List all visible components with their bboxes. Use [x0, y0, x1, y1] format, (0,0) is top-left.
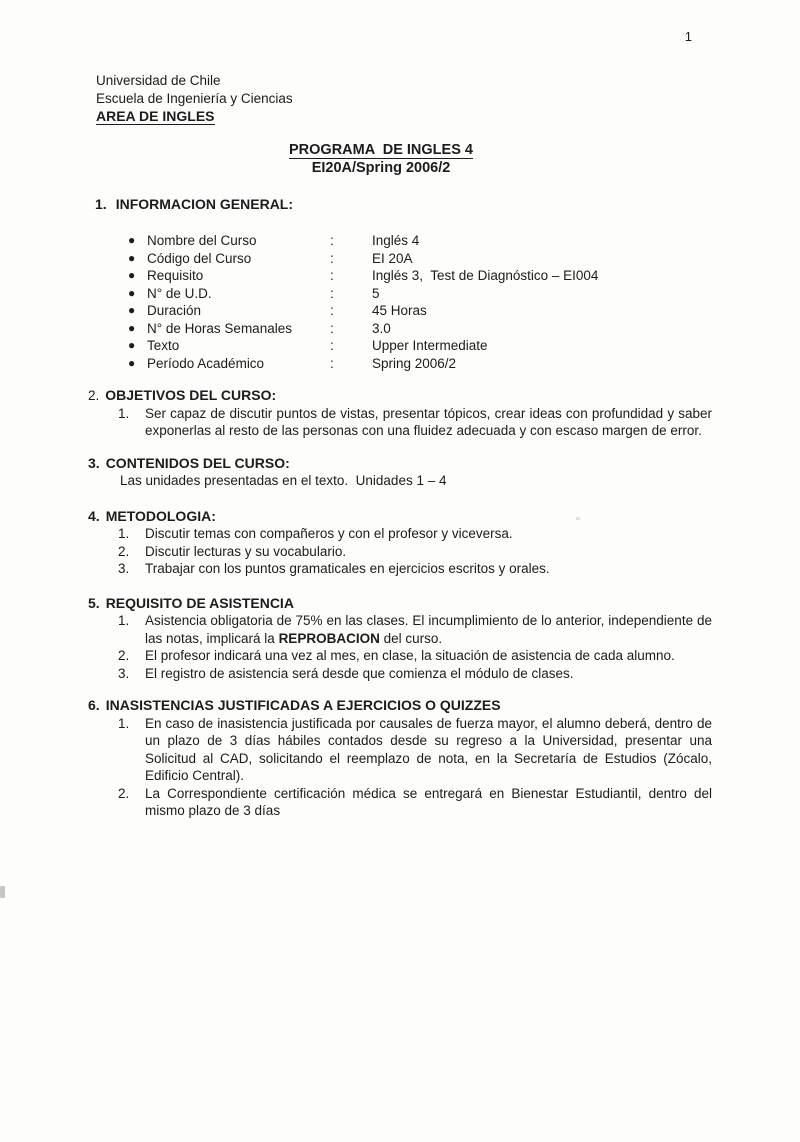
section-number: 6.	[88, 697, 100, 713]
section-number: 5.	[88, 594, 100, 611]
list-item	[88, 543, 714, 561]
info-label: N° de U.D.	[147, 285, 212, 301]
list-item-text	[145, 612, 712, 647]
info-label: Nombre del Curso	[147, 233, 257, 248]
list-item	[88, 785, 714, 820]
list-item	[88, 612, 714, 647]
info-label: Período Académico	[147, 355, 265, 371]
text-segment: del curso.	[379, 630, 443, 646]
info-separator: :	[330, 355, 334, 371]
info-row	[88, 285, 714, 303]
list-item-number: 2.	[118, 543, 130, 559]
section-metodologia	[88, 508, 714, 578]
document-body	[88, 196, 714, 820]
info-value: 5	[372, 285, 380, 301]
section-heading	[88, 508, 714, 526]
info-value: Upper Intermediate	[372, 338, 488, 353]
info-value: EI 20A	[372, 250, 413, 266]
scan-artifact	[0, 886, 5, 898]
info-row	[88, 302, 714, 320]
list-item-text: La Correspondiente certificación médica se entregará en Bienestar Estudiantil, dentro del mismo plazo de 3 días	[145, 785, 712, 818]
letterhead	[96, 0, 800, 126]
list-item-text: Trabajar con los puntos gramaticales en ejercicios escritos y orales.	[145, 561, 550, 576]
section-number: 4.	[88, 507, 100, 524]
info-label: Texto	[147, 338, 180, 353]
letterhead-university: Universidad de Chile	[96, 73, 221, 88]
text-segment: Asistencia obligatoria de 75% en las clases. El incumplimiento de lo anterior, independiente de las notas, implicará la	[145, 613, 712, 646]
section-contenidos	[88, 455, 714, 490]
title-block	[0, 141, 762, 178]
document-subtitle: EI20A/Spring 2006/2	[311, 160, 451, 176]
section-heading	[88, 455, 714, 473]
list-item-number: 3.	[118, 561, 130, 576]
list-item	[88, 715, 714, 785]
info-label: Requisito	[147, 268, 204, 283]
bullet-icon: ●	[128, 285, 136, 300]
info-value: 3.0	[372, 320, 391, 336]
section-number: 2.	[88, 388, 100, 403]
letterhead-department: AREA DE INGLES	[96, 108, 215, 124]
info-value: 45 Horas	[372, 303, 427, 318]
info-label: Duración	[147, 303, 202, 318]
section-heading	[88, 697, 714, 715]
section-title: CONTENIDOS DEL CURSO:	[105, 454, 290, 471]
list-item	[88, 560, 714, 578]
section-objetivos	[88, 387, 714, 440]
bullet-icon: ●	[128, 268, 136, 282]
list-item	[88, 665, 714, 683]
list-item-text: Discutir temas con compañeros y con el profesor y viceversa.	[145, 526, 513, 541]
list-item	[88, 647, 714, 665]
list-item-text: En caso de inasistencia justificada por causales de fuerza mayor, el alumno deberá, dentro de un plazo de 3 días hábiles contados desde su regreso a la Universidad, presentar una Solicitud al CAD, solicitando el reemplazo de nota, en la Secretaría de Estudios (Zócalo, Edificio Central).	[145, 715, 712, 783]
info-separator: :	[330, 285, 334, 301]
page-number: 1	[684, 29, 692, 44]
section-title: METODOLOGIA:	[105, 507, 216, 524]
info-value: Spring 2006/2	[372, 355, 457, 371]
document-title: PROGRAMA DE INGLES 4	[289, 141, 473, 158]
info-separator: :	[330, 303, 334, 318]
section-requisito-asistencia	[88, 595, 714, 683]
info-row	[88, 337, 714, 355]
info-value: Inglés 4	[372, 233, 420, 248]
list-item-text: Discutir lecturas y su vocabulario.	[145, 543, 347, 559]
info-separator: :	[330, 320, 334, 336]
bullet-icon: ●	[128, 233, 136, 247]
info-row	[88, 355, 714, 373]
list-item-number: 1.	[118, 613, 130, 628]
section-heading	[95, 196, 714, 214]
list-item-text: El profesor indicará una vez al mes, en clase, la situación de asistencia de cada alumno.	[145, 648, 675, 663]
info-separator: :	[330, 233, 334, 248]
section-heading	[88, 387, 714, 405]
list-item-number: 2.	[118, 648, 130, 663]
section-title: REQUISITO DE ASISTENCIA	[105, 594, 294, 611]
info-row	[88, 267, 714, 285]
list-item	[88, 525, 714, 543]
info-separator: :	[330, 338, 334, 353]
letterhead-school: Escuela de Ingeniería y Ciencias	[96, 90, 293, 106]
emphasized-text: REPROBACION	[278, 630, 380, 646]
list-item-number: 1.	[118, 715, 130, 731]
bullet-icon: ●	[128, 338, 136, 352]
list-item-number: 1.	[118, 405, 130, 421]
info-separator: :	[330, 268, 334, 283]
bullet-icon: ●	[128, 320, 136, 335]
list-item	[88, 405, 714, 440]
section-title: INASISTENCIAS JUSTIFICADAS A EJERCICIOS O QUIZZES	[105, 697, 501, 713]
list-item-text: Ser capaz de discutir puntos de vistas, presentar tópicos, crear ideas con profundidad y saber exponerlas al resto de las personas con una fluidez adecuada y con escaso margen de error.	[145, 405, 712, 438]
course-info-list	[88, 232, 714, 372]
section-informacion-general	[88, 196, 714, 373]
info-label: N° de Horas Semanales	[147, 320, 292, 336]
info-row	[88, 232, 714, 250]
info-row	[88, 320, 714, 338]
list-item-number: 2.	[118, 785, 130, 801]
bullet-icon: ●	[128, 303, 136, 317]
scan-artifact-dot	[576, 517, 580, 520]
section-heading	[88, 595, 714, 613]
list-item-number: 3.	[118, 665, 130, 681]
bullet-icon: ●	[128, 355, 136, 370]
section-inasistencias	[88, 697, 714, 820]
list-item-number: 1.	[118, 526, 130, 541]
info-row	[88, 250, 714, 268]
info-separator: :	[330, 250, 334, 266]
section-number: 3.	[88, 454, 100, 471]
section-title: INFORMACION GENERAL:	[115, 195, 294, 212]
section-number: 1.	[95, 195, 107, 212]
section-body: Las unidades presentadas en el texto. Unidades 1 – 4	[120, 473, 447, 488]
info-label: Código del Curso	[147, 250, 252, 266]
section-title: OBJETIVOS DEL CURSO:	[105, 387, 277, 403]
info-value: Inglés 3, Test de Diagnóstico – EI004	[372, 268, 599, 283]
list-item-text: El registro de asistencia será desde que comienza el módulo de clases.	[145, 665, 574, 681]
bullet-icon: ●	[128, 250, 136, 265]
